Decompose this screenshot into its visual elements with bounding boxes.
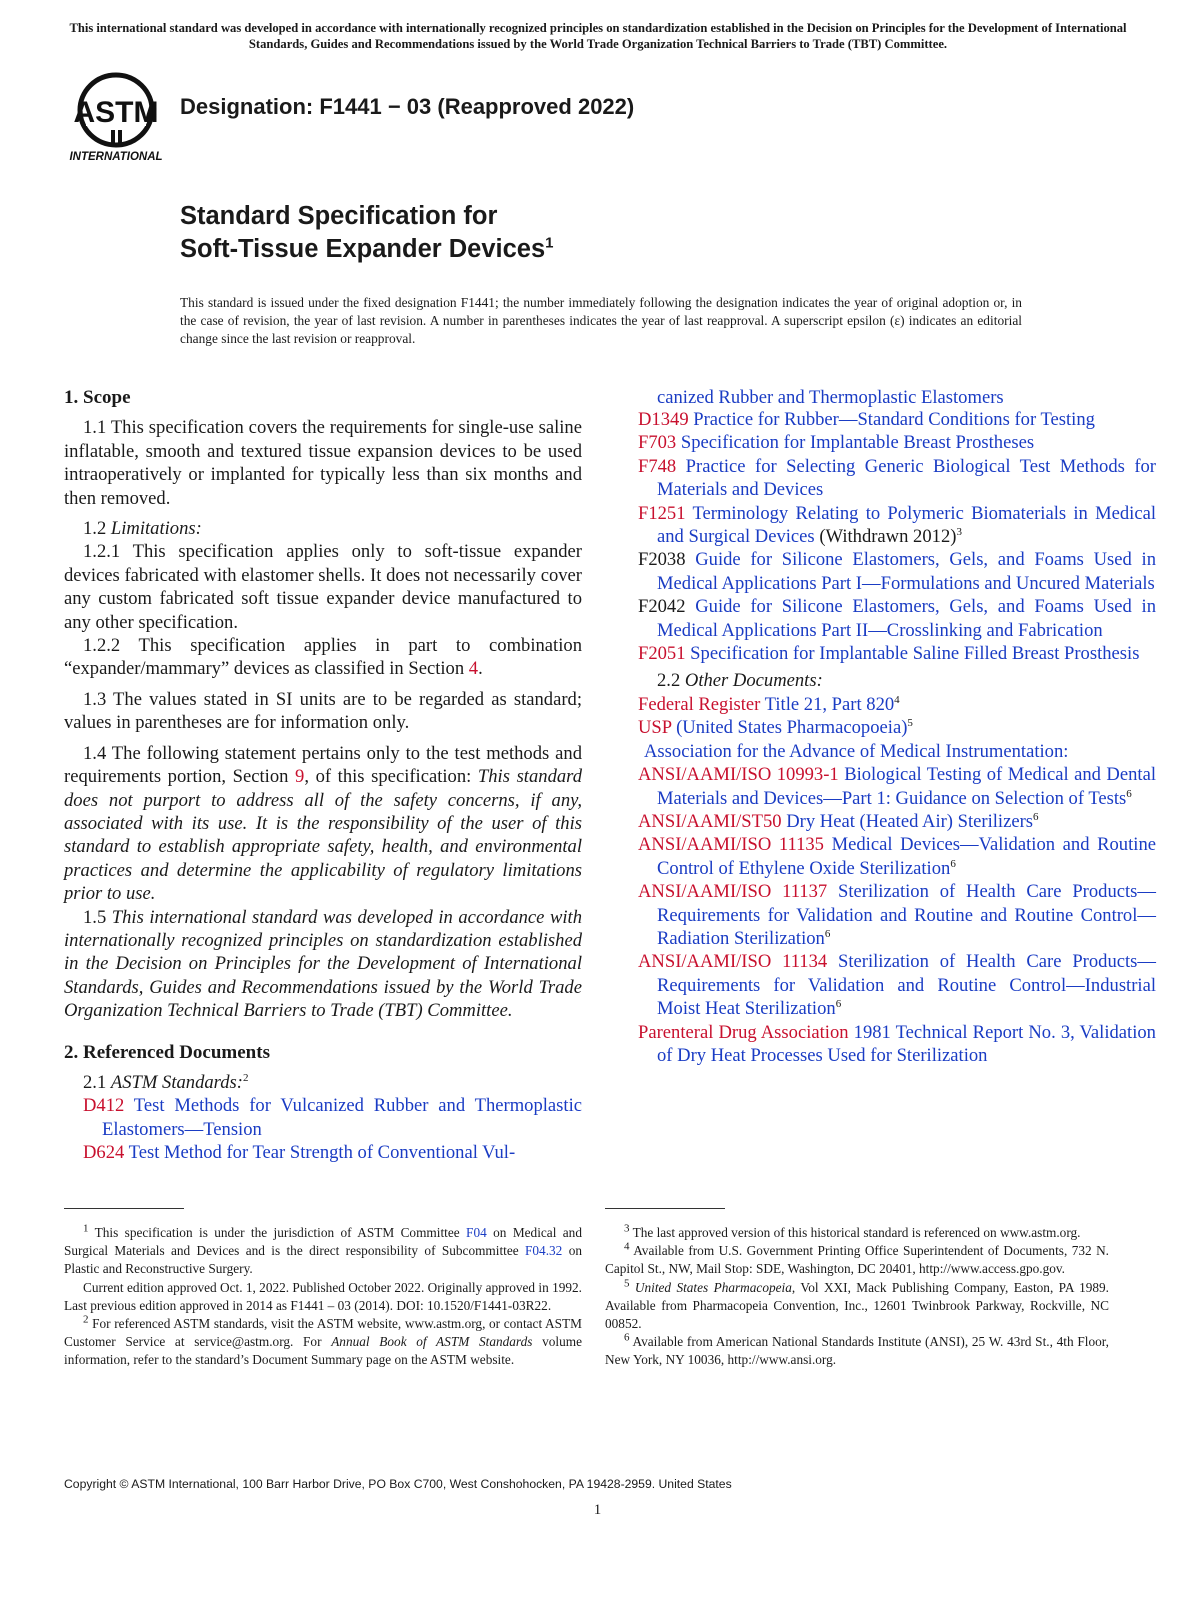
ref-f1251-withdrawn: (Withdrawn 2012) [814,526,957,548]
title-line-2-text: Soft-Tissue Expander Devices [180,235,546,263]
ref-iso11135-code[interactable]: ANSI/AAMI/ISO 11135 [638,834,824,856]
footnote-2 [64,1315,582,1370]
ref-iso10993-title[interactable]: Biological Testing of Medical and Dental Materials and Devices—Part 1: Guidance on Selection of Tests [657,764,1156,809]
ref-d624-continued: canized Rubber and Thermoplastic Elastomers [657,387,1004,408]
designation: Designation: F1441 − 03 (Reapproved 2022) [180,94,635,119]
footnote-ref-6[interactable]: 6 [824,927,831,940]
ref-f2042-title[interactable]: Guide for Silicone Elastomers, Gels, and Foams Used in Medical Applications Part II—Crosslinking and Fabrication [657,596,1156,641]
ref-iso11137-code[interactable]: ANSI/AAMI/ISO 11137 [638,881,828,903]
page-title [180,200,554,266]
footnote-4 [605,1242,1109,1278]
title-footnote-mark: 1 [545,234,554,252]
ref-f1251-title[interactable]: Terminology Relating to Polymeric Biomaterials in Medical and Surgical Devices [657,502,1156,548]
footnote-ref-5[interactable]: 5 [907,717,913,730]
ref-usp[interactable] [638,716,1156,739]
ref-f2042-code: F2042 [638,596,686,618]
aami-heading[interactable]: Association for the Advance of Medical Instrumentation: [644,740,1069,762]
ref-iso-11135[interactable] [638,833,1156,880]
para-2-1-num: 2.1 [83,1071,111,1093]
section-2-heading: 2. Referenced Documents [64,1041,270,1063]
ref-st50-code[interactable]: ANSI/AAMI/ST50 [638,810,782,832]
ref-f2051[interactable] [638,642,1156,665]
ref-f748[interactable] [638,455,1156,502]
para-2-1 [64,1071,582,1094]
para-1-2 [64,517,582,540]
title-line-1: Standard Specification for [180,202,498,230]
ref-d1349[interactable] [638,408,1156,431]
para-1-4-mid: , of this specification: [304,766,478,788]
footnote-5-text: , Vol XXI, Mack Publishing Company, Easton, PA 1989. Available from Pharmacopeia Convention, Inc., 12601 Twinbrook Parkway, Rockville, NC 00852. [605,1279,1109,1332]
ref-iso-11134[interactable] [638,950,1156,1020]
para-1-3: 1.3 The values stated in SI units are to be regarded as standard; values in parentheses are for information only. [64,688,582,734]
para-1-5-text: This international standard was developed in accordance with internationally recognized principles on standardization established in the Decision on Principles for the Development of International Standards, Guides and Recommendations issued by the World Trade Organization Technical Barriers to Trade (TBT) Committee. [64,906,583,1022]
ref-pda-title[interactable]: 1981 Technical Report No. 3, Validation of Dry Heat Processes Used for Sterilization [657,1021,1156,1066]
ref-f2038-title[interactable]: Guide for Silicone Elastomers, Gels, and Foams Used in Medical Applications Part I—Formulations and Uncured Materials [657,549,1156,594]
footnotes-right [605,1224,1109,1370]
para-1-5-num: 1.5 [83,906,112,928]
references-continued [638,408,1156,1067]
footnote-ref-6[interactable]: 6 [835,997,842,1010]
ref-iso11135-title[interactable]: Medical Devices—Validation and Routine Control of Ethylene Oxide Sterilization [657,834,1156,879]
para-1-2-2-end: . [478,658,483,680]
committee-f04-link[interactable]: F04 [466,1225,487,1240]
ref-d624-title[interactable]: Test Method for Tear Strength of Conventional Vul- [124,1142,516,1164]
footnote-1-text-a: This specification is under the jurisdiction of ASTM Committee [88,1225,467,1240]
para-2-2-label: Other Documents: [684,670,823,692]
section-1-heading: 1. Scope [64,387,131,408]
para-2-2-num: 2.2 [657,670,685,692]
para-1-4-text: 1.4 The following statement pertains only to the test methods and requirements portion, Section [64,742,582,788]
page-number: 1 [593,1502,602,1518]
ref-fedreg-code[interactable]: Federal Register [638,693,761,715]
ref-federal-register[interactable] [638,693,1156,716]
footnote-1-text-c: on Plastic and Reconstructive Surgery. [64,1243,582,1277]
footnote-1 [64,1224,582,1279]
ref-d1349-title[interactable]: Practice for Rubber—Standard Conditions for Testing [688,409,1095,430]
ref-d624[interactable] [83,1141,582,1164]
subcommittee-f04-32-link[interactable]: F04.32 [525,1243,563,1259]
footnote-2-text-b: volume information, refer to the standard’s Document Summary page on the ASTM website. [64,1334,582,1368]
ref-f2042[interactable] [638,595,1156,642]
footnote-rule-right [605,1208,725,1209]
ref-st50[interactable] [638,810,1156,833]
wto-notice: This international standard was developed in accordance with internationally recognized principles on standardization established in the Decision on Principles for the Development of International Standards, Guides and Recommendations issued by the World Trade Organization Technical Barriers to Trade (TBT) Committee. [69,21,1127,51]
para-1-2-2 [64,634,582,681]
footnote-4-text: Available from U.S. Government Printing Office Superintendent of Documents, 732 N. Capitol St., NW, Mail Stop: SDE, Washington, DC 20401, http://www.access.gpo.gov. [605,1243,1109,1277]
copyright: Copyright © ASTM International, 100 Barr Harbor Drive, PO Box C700, West Conshohocken, PA 19428-2959. United States [64,1477,732,1491]
ref-usp-title[interactable]: (United States Pharmacopoeia) [671,717,908,739]
footnote-2-text-a: For referenced ASTM standards, visit the ASTM website, www.astm.org, or contact ASTM Customer Service at service@astm.org. For [64,1316,582,1350]
title-line-2 [180,233,554,266]
footnote-5 [605,1279,1109,1334]
ref-f703[interactable] [638,431,1156,454]
footnote-6-mark: 6 [624,1331,630,1344]
para-1-2-1: 1.2.1 This specification applies only to soft-tissue expander devices fabricated with elastomer shells. It does not necessarily cover any custom fabricated soft tissue expander device manufactured to any other specification. [64,541,582,633]
ref-f703-code[interactable]: F703 [638,432,677,454]
safety-statement: This standard does not purport to address all of the safety concerns, if any, associated with its use. It is the responsibility of the user of this standard to establish appropriate safety, health, and environmental practices and determine the applicability of regulatory limitations prior to use. [64,766,583,905]
footnote-ref-2[interactable]: 2 [242,1071,249,1084]
ref-iso11134-title[interactable]: Sterilization of Health Care Products—Requirements for Validation and Routine Control—Industrial Moist Heat Sterilization [657,951,1156,1020]
footnote-1-edition: Current edition approved Oct. 1, 2022. Published October 2022. Originally approved in 1992. Last previous edition approved in 2014 as F1441 – 03 (2014). DOI: 10.1520/F1441-03R22. [64,1279,582,1313]
footnote-4-mark: 4 [624,1240,630,1253]
ref-f703-title[interactable]: Specification for Implantable Breast Prostheses [676,432,1035,454]
footnote-1-text-b: on Medical and Surgical Materials and Devices and is the direct responsibility of Subcommittee [64,1225,582,1259]
issued-note: This standard is issued under the fixed designation F1441; the number immediately following the designation indicates the year of original adoption or, in the case of revision, the year of last revision. A number in parentheses indicates the year of last reapproval. A superscript epsilon (ε) indicates an editorial change since the last revision or reapproval. [180,295,1022,346]
para-1-2-2-text: 1.2.2 This specification applies in part to combination “expander/mammary” devices as classified in Section [64,635,582,680]
para-1-2-label: Limitations: [110,518,202,540]
left-column [64,386,582,1165]
ref-iso-11137[interactable] [638,880,1156,950]
ref-d412-title[interactable]: Test Methods for Vulcanized Rubber and Thermoplastic Elastomers—Tension [102,1095,582,1140]
ref-d1349-code[interactable]: D1349 [638,409,689,430]
ref-pda[interactable] [638,1021,1156,1068]
footnote-6-text: Available from American National Standards Institute (ANSI), 25 W. 43rd St., 4th Floor, New York, NY 10036, http://www.ansi.org. [605,1334,1109,1368]
ref-st50-title[interactable]: Dry Heat (Heated Air) Sterilizers [781,810,1034,832]
para-1-1: 1.1 This specification covers the requirements for single-use saline inflatable, smooth and textured tissue expansion devices to be used intraoperatively or implanted for typically less than six months and then removed. [64,417,582,509]
section-9-link[interactable]: 9 [295,766,305,788]
ref-f2051-code[interactable]: F2051 [638,643,686,665]
ref-f1251-code[interactable]: F1251 [638,502,686,524]
ref-iso-10993[interactable] [638,763,1156,810]
ref-iso11137-title[interactable]: Sterilization of Health Care Products—Requirements for Validation and Routine and Routine Control—Radiation Sterilization [657,881,1156,949]
footnote-3-mark: 3 [624,1222,630,1235]
ref-f2038-code: F2038 [638,549,686,571]
ref-usp-code[interactable]: USP [638,717,672,739]
para-2-1-label: ASTM Standards: [110,1071,243,1093]
ref-iso10993-code[interactable]: ANSI/AAMI/ISO 10993-1 [638,764,839,786]
ref-f2051-title[interactable]: Specification for Implantable Saline Filled Breast Prosthesis [685,643,1140,665]
para-1-4 [64,742,582,906]
astm-logo-icon [64,72,168,164]
footnote-ref-6[interactable]: 6 [1126,787,1132,800]
ref-pda-code[interactable]: Parenteral Drug Association [638,1021,849,1043]
footnote-ref-6[interactable]: 6 [950,857,956,870]
ref-d412[interactable] [83,1094,582,1141]
ref-f748-title[interactable]: Practice for Selecting Generic Biological Test Methods for Materials and Devices [657,455,1156,501]
para-1-5 [64,906,582,1023]
para-1-2-num: 1.2 [83,518,111,540]
section-4-link[interactable]: 4 [468,658,479,680]
ref-fedreg-title[interactable]: Title 21, Part 820 [760,693,895,715]
footnote-2-mark: 2 [83,1313,89,1326]
ref-d412-code[interactable]: D412 [83,1095,125,1117]
footnote-1-mark: 1 [83,1222,89,1235]
footnote-ref-4[interactable]: 4 [894,693,900,706]
ref-iso11134-code[interactable]: ANSI/AAMI/ISO 11134 [638,951,828,973]
ref-f1251[interactable] [638,502,1156,549]
logo-text: ASTM [73,96,159,129]
ref-f748-code[interactable]: F748 [638,455,677,477]
footnotes-left [64,1224,582,1370]
para-2-2 [638,669,1156,692]
ref-f2038[interactable] [638,548,1156,595]
footnote-3 [605,1224,1109,1242]
footnote-ref-6[interactable]: 6 [1033,810,1039,823]
footnote-2-book: Annual Book of ASTM Standards [331,1334,533,1350]
footnote-ref-3[interactable]: 3 [956,525,962,538]
ref-d624-code[interactable]: D624 [83,1142,125,1164]
footnote-5-mark: 5 [624,1277,630,1290]
footnote-6 [605,1333,1109,1369]
footnote-3-text: The last approved version of this historical standard is referenced on www.astm.org. [629,1225,1081,1240]
footnote-5-title: United States Pharmacopeia [629,1279,792,1295]
footnote-rule-left [64,1208,184,1209]
logo-subtext: INTERNATIONAL [69,151,163,163]
